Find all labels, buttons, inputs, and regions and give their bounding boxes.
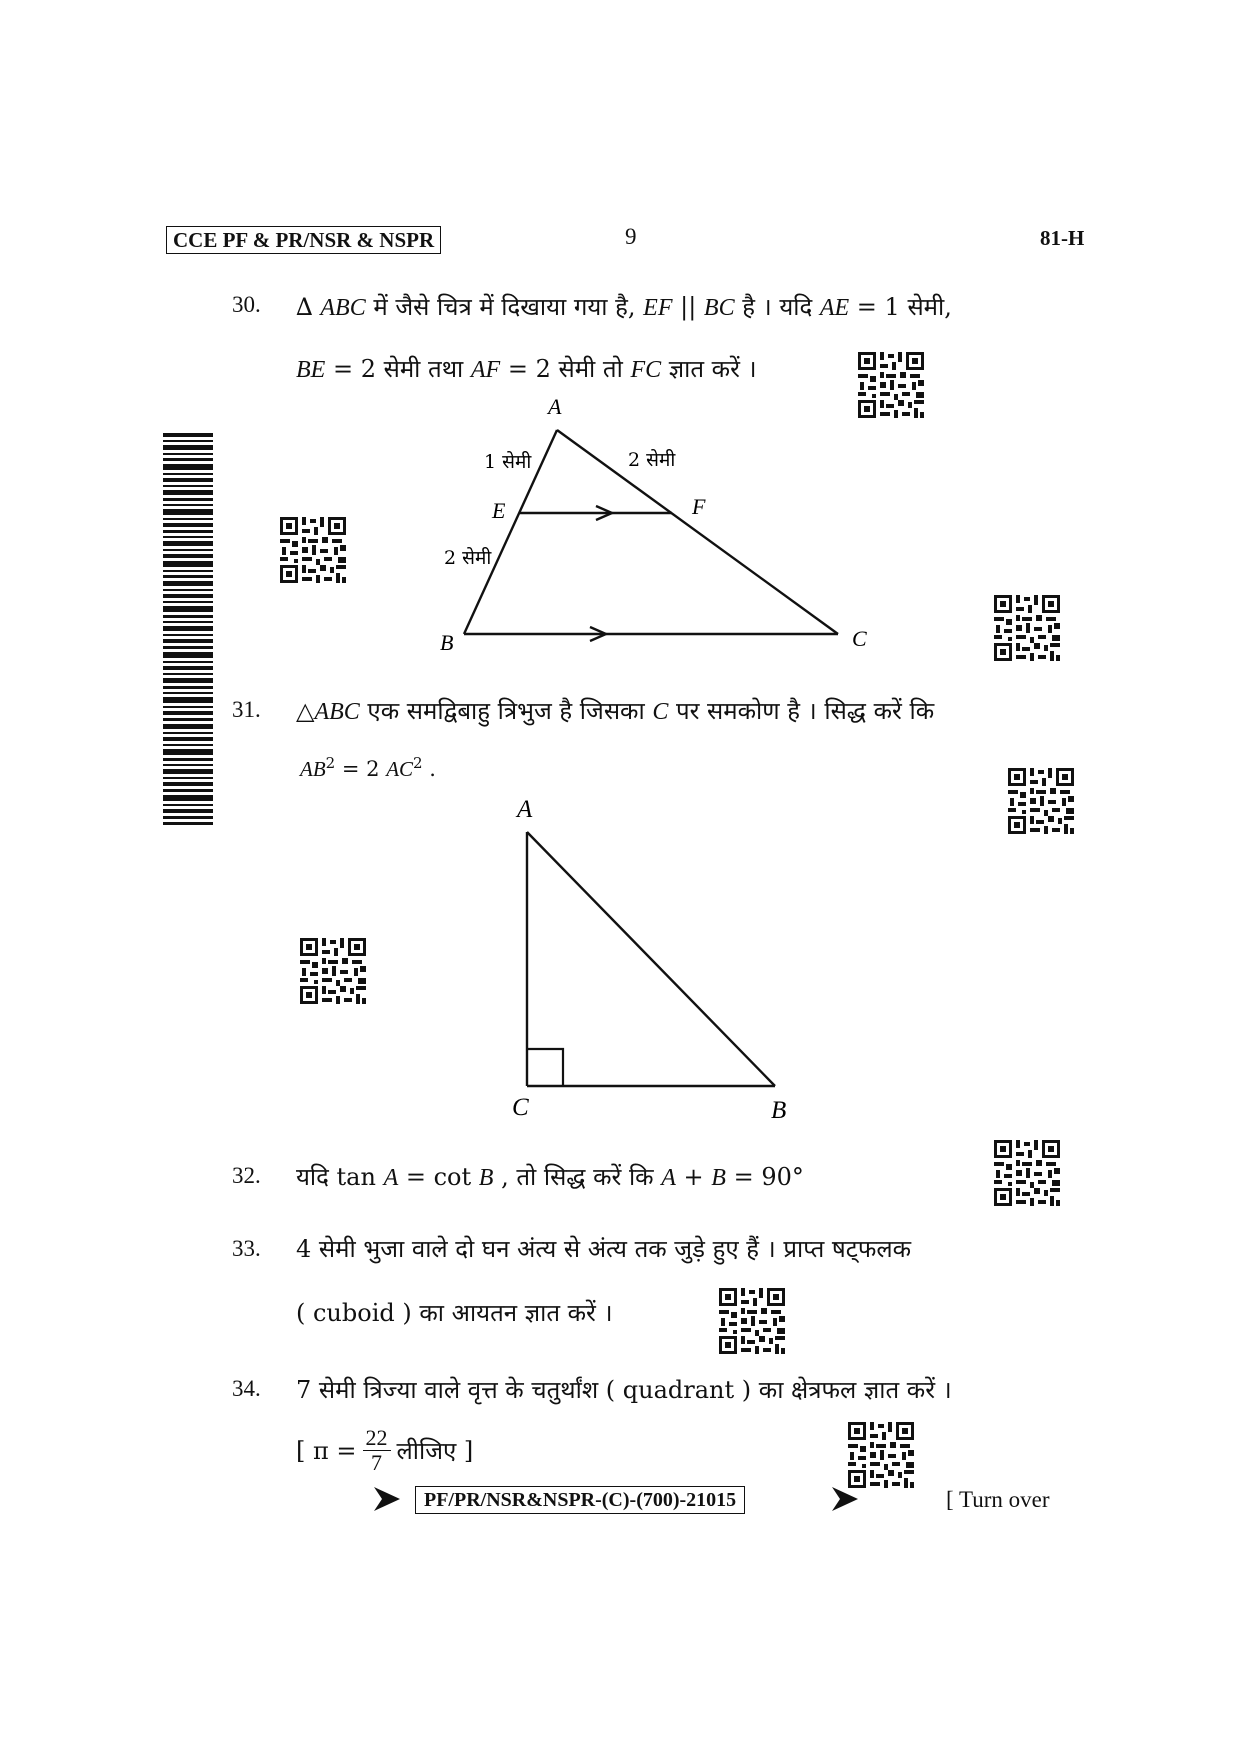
question-33-line-1: 4 सेमी भुजा वाले दो घन अंत्य से अंत्य तक जुड़े हुए हैं । प्राप्त षट्फलक — [296, 1235, 912, 1263]
barcode-image — [163, 433, 213, 825]
turn-over-note: [ Turn over — [946, 1487, 1050, 1512]
length-label-af: 2 सेमी — [628, 449, 676, 471]
question-number: 33. — [232, 1236, 261, 1261]
vertex-label-c: C — [512, 1094, 529, 1121]
qr-code-icon — [717, 1286, 787, 1356]
point-label-e: E — [492, 498, 506, 523]
triangle-figure-30 — [420, 390, 900, 670]
point-label-f: F — [692, 494, 706, 519]
side-ab — [527, 832, 775, 1086]
question-31-line-2: $AB^2 = 2$ $AC^2$ . — [300, 754, 436, 781]
vertex-label-a: A — [517, 796, 533, 823]
arrow-right-icon — [830, 1485, 860, 1513]
length-label-be: 2 सेमी — [444, 547, 492, 569]
footer-code-box: PF/PR/NSR&NSPR-(C)-(700)-21015 — [415, 1486, 745, 1514]
question-34-hint: [ π = $\frac{22}{7}$ लीजिए ] — [296, 1425, 474, 1475]
question-33-line-2: ( cuboid ) का आयतन ज्ञात करें । — [296, 1299, 613, 1327]
right-angle-mark — [527, 1049, 563, 1086]
pi-fraction: $\frac{22}{7}$ — [363, 1426, 391, 1475]
length-label-ae: 1 सेमी — [484, 451, 532, 473]
header-series-box: CCE PF & PR/NSR & NSPR — [166, 226, 441, 254]
question-number: 34. — [232, 1376, 261, 1401]
question-30-line-1: ∆ ABC में जैसे चित्र में दिखाया गया है, EF || BC है । यदि AE = 1 सेमी, — [296, 293, 952, 321]
vertex-label-a: A — [548, 394, 562, 419]
qr-code-icon — [278, 515, 348, 585]
side-ac — [557, 430, 838, 634]
question-number: 31. — [232, 697, 261, 722]
right-triangle-figure-31 — [500, 792, 820, 1127]
qr-code-icon — [298, 936, 368, 1006]
question-number: 32. — [232, 1163, 261, 1188]
qr-code-icon — [846, 1420, 916, 1490]
question-34-line-1: 7 सेमी त्रिज्या वाले वृत्त के चतुर्थांश ( quadrant ) का क्षेत्रफल ज्ञात करें । — [296, 1376, 952, 1404]
vertex-label-b: B — [440, 630, 454, 655]
question-31-line-1: △ABC एक समद्विबाहु त्रिभुज है जिसका C पर समकोण है । सिद्ध करें कि — [296, 697, 935, 725]
arrow-right-icon — [372, 1485, 402, 1513]
page-number: 9 — [625, 224, 637, 249]
qr-code-icon — [992, 1138, 1062, 1208]
paper-code: 81-H — [1040, 226, 1085, 250]
vertex-label-b: B — [771, 1097, 787, 1124]
qr-code-icon — [992, 593, 1062, 663]
question-number: 30. — [232, 292, 261, 317]
vertex-label-c: C — [852, 626, 867, 651]
question-32-line-1: यदि tan A = cot B , तो सिद्ध करें कि A + B = 90° — [296, 1163, 804, 1191]
qr-code-icon — [1006, 766, 1076, 836]
question-30-line-2: BE = 2 सेमी तथा AF = 2 सेमी तो FC ज्ञात करें । — [296, 355, 757, 383]
